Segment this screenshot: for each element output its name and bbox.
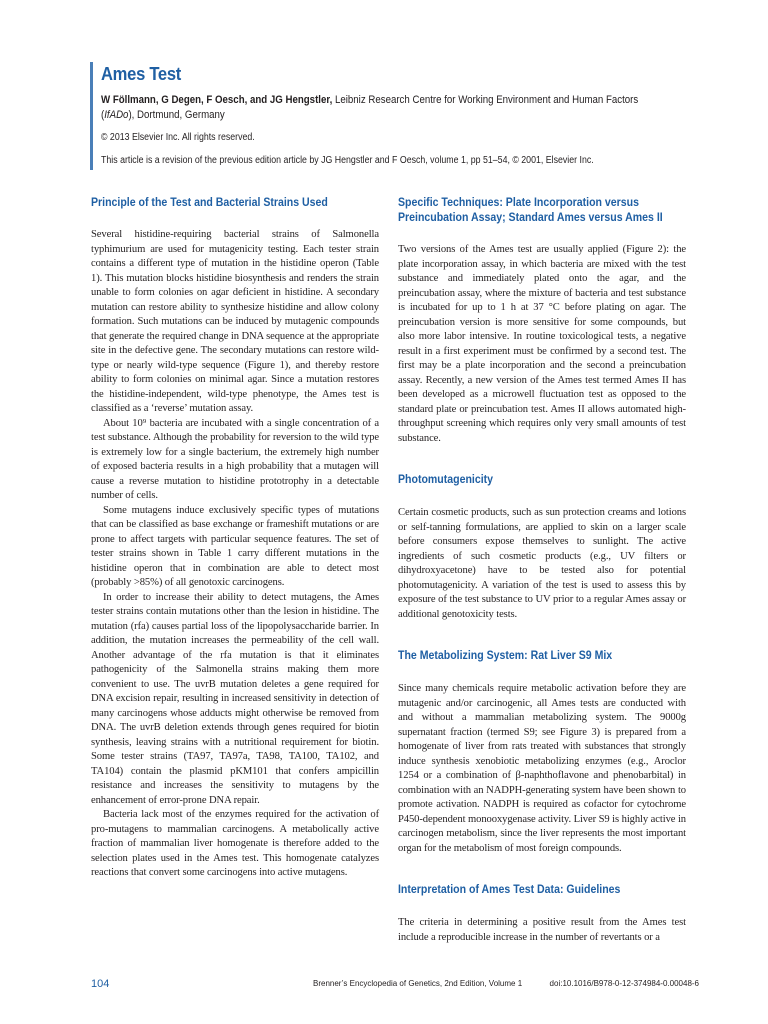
right-column [398, 195, 686, 945]
journal-citation: Brenner’s Encyclopedia of Genetics, 2nd Edition, Volume 1 [313, 979, 523, 988]
left-column [91, 195, 379, 881]
section-heading-photomutagenicity: Photomutagenicity [398, 472, 494, 486]
article-title: Ames Test [101, 64, 182, 84]
paragraph-s9-mix: Since many chemicals require metabolic activation before they are mutagenic and/or carcinogenic, all Ames tests are conducted with and without a mammalian metabolizing system. The 9000g supernatant fraction (termed S9; see Figure 3) is prepared from a homogenate of liver from rats treated with substances that strongly induce synthesis xenobiotic metabolizing enzymes (e.g., Aroclor 1254 or a combination of β-naphthoflavone and phenobarbital) in combination with an NADPH-generating system have been shown to promote activation. NADPH is required as cofactor for cytochrome P450-dependent monooxygenase activity. Liver S9 is highly active in carcinogen metabolism, since the liver represents the most important organ for the metabolism of most foreign compounds. [398, 683, 686, 854]
paragraph-interpretation: The criteria in determining a positive result from the Ames test include a reproducible increase in the number of revertants or a [398, 917, 686, 943]
authors: W Föllmann, G Degen, F Oesch, and JG Hengstler, [101, 94, 333, 106]
author-line: W Föllmann, G Degen, F Oesch, and JG Hengstler, Leibniz Research Centre for Working Environment and Human Factors (IfADo), Dortmund, Germany [101, 94, 639, 121]
paragraph-rfa-uvrb: In order to increase their ability to detect mutagens, the Ames tester strains contain mutations other than the lesion in histidine. The mutation (rfa) causes partial loss of the lipopolysaccharide barrier. In addition, the mutation increases the permeability of the cell wall. Another advantage of the rfa mutation is that it eliminates pathogenicity of the Salmonella strains making them more convenient to use. The uvrB mutation deletes a gene required for DNA excision repair, resulting in increased sensitivity in detection of many carcinogens whose adducts might otherwise be removed from DNA. The uvrB deletion extends through genes required for biotin synthesis, leaving strains with a nutritional requirement for biotin. Some tester strains (TA97, TA97a, TA98, TA100, TA102, and TA104) contain the plasmid pKM101 that confers ampicillin resistance and increases the sensitivity to mutagens by the enhancement of error-prone DNA repair. [91, 591, 379, 806]
location: , Dortmund, Germany [131, 109, 225, 121]
paragraph-specific-mutagens: Some mutagens induce exclusively specific types of mutations that can be classified as base exchange or frameshift mutations or are prone to affect targets with particular sequence features. The set of tester strains shown in Table 1 carry different mutations in the histidine operon that in combination are able to detect most (probably >85%) of all genotoxic carcinogens. [91, 504, 379, 588]
page-number: 104 [91, 978, 110, 990]
article-header [90, 62, 690, 170]
doi-link[interactable]: doi:10.1016/B978-0-12-374984-0.00048-6 [549, 979, 699, 988]
paragraph-incubation: About 10⁹ bacteria are incubated with a single concentration of a test substance. Although the probability for reversion to the wild type is extremely low for a single bacterium, the extremely high number of exposed bacteria results in a high probability that a mutagen will cause a reverse mutation to histidine prototrophy in a detectable number of cells. [91, 417, 379, 501]
section-heading-s9-mix: The Metabolizing System: Rat Liver S9 Mix [398, 648, 613, 662]
page-footer [91, 978, 699, 992]
paragraph-strains: Several histidine-requiring bacterial strains of Salmonella typhimurium are used for mutagenicity testing. Each tester strain contains a different type of mutation in the histidine operon (Table 1). This mutation blocks histidine biosynthesis and renders the strain unable to form colonies on agar deficient in histidine. A secondary mutation can restore ability to synthesize histidine and allow colony formation. Such mutations can be induced by mutagenic compounds that generate the required change in DNA sequence at the appropriate site in the defective gene. The secondary mutations can restore wild-type or nearly wild-type sequence (Figure 1), and thereby restore ability to form colonies on minimal agar. Since a mutation restores the histidine-independent, wild-type phenotype, the Ames test is classified as a ‘reverse’ mutation assay. [91, 229, 379, 414]
paragraph-photomutagenicity: Certain cosmetic products, such as sun protection creams and lotions or self-tanning formulations, are applied to skin on a larger scale before consumers expose themselves to sunlight. The active ingredients of such cosmetic products (e.g., UV filters or dihydroxyacetone) have to be tested also for potential photomutagenicity. A variation of the test is used to assess this by exposure of the test substance to UV prior to a regular Ames assay or additional genotoxicity tests. [398, 507, 686, 620]
section-heading-techniques: Specific Techniques: Plate Incorporation versus Preincubation Assay; Standard Ames versus Ames II [398, 195, 663, 224]
affiliation: Leibniz Research Centre for Working Environment and Human Factors [334, 94, 639, 106]
paragraph-activation: Bacteria lack most of the enzymes required for the activation of pro-mutagens to mammalian carcinogens. A metabolically active fraction of mammalian liver homogenate is therefore added to the selection plates used in the Ames test. This homogenate catalyzes reactions that convert some carcinogens into active mutagens. [91, 809, 379, 878]
affiliation-abbr: IfADo [104, 109, 129, 121]
section-heading-interpretation: Interpretation of Ames Test Data: Guidelines [398, 882, 621, 896]
copyright-notice: © 2013 Elsevier Inc. All rights reserved. [101, 132, 255, 143]
revision-note: This article is a revision of the previous edition article by JG Hengstler and F Oesch, volume 1, pp 51–54, © 2001, Elsevier Inc. [101, 155, 594, 166]
paragraph-techniques: Two versions of the Ames test are usually applied (Figure 2): the plate incorporation assay, in which bacteria are mixed with the test substance and immediately plated onto the agar, and the preincubation assay, where the mixture of bacteria and test substance is incubated for up to 1 h at 37 °C before plating on agar. The preincubation version is more sensitive for some compounds, but also more labor intensive. In routine toxicological tests, a negative result in a first experiment must be confirmed by a second test. The first may be a plate incorporation and the second a preincubation assay. Recently, a new version of the Ames test termed Ames II has been developed as a microwell fluctuation test as opposed to the standard plate or preincubation test. Ames II allows automated high-throughput screening which requires only very small amounts of test substance. [398, 244, 686, 444]
section-heading-principle: Principle of the Test and Bacterial Strains Used [91, 195, 328, 209]
